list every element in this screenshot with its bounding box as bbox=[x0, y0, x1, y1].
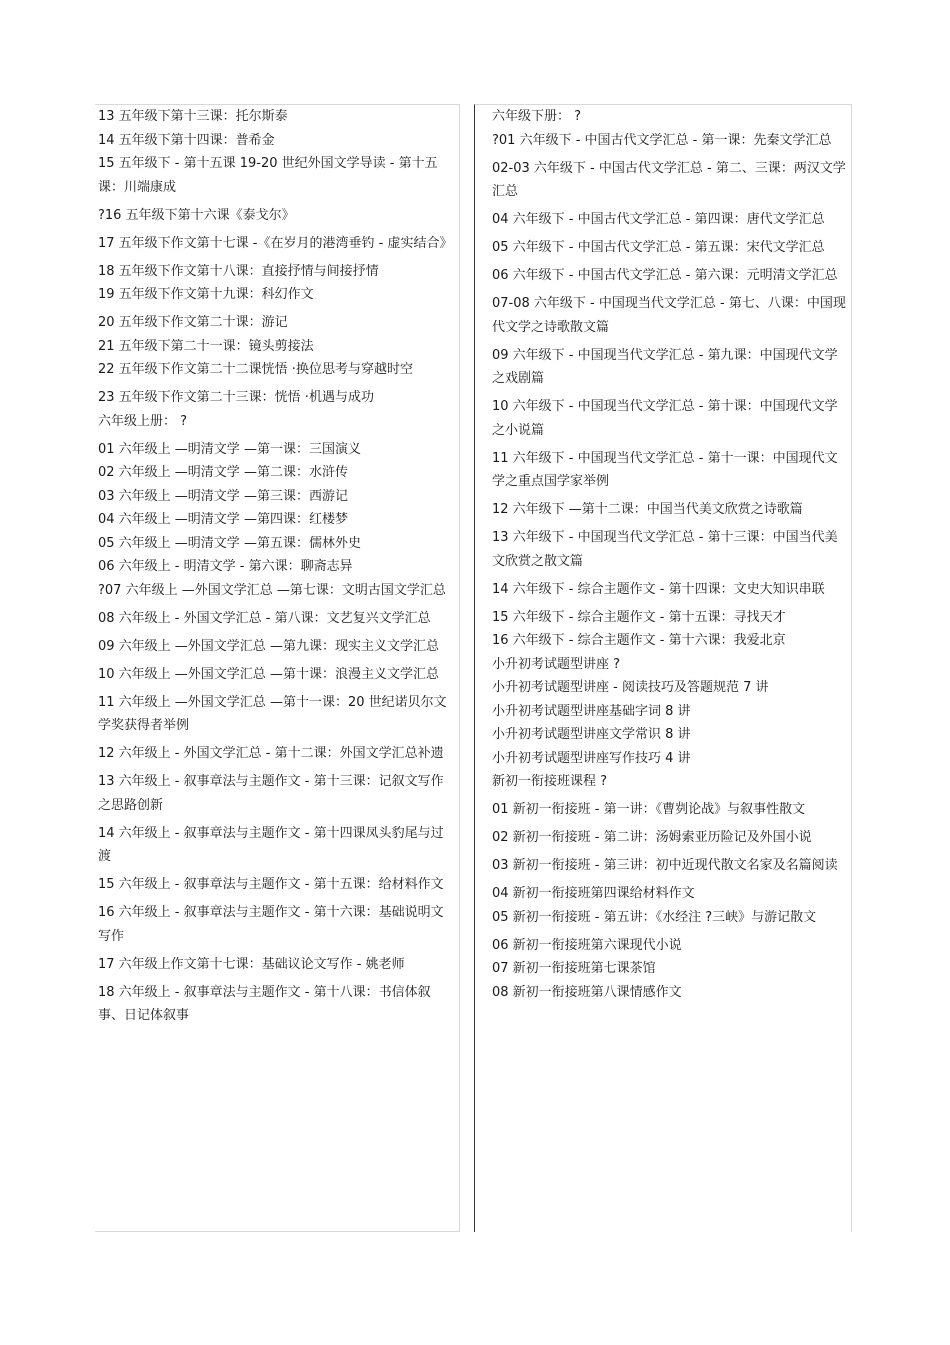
list-item: 17 五年级下作文第十七课 -《在岁月的港湾垂钓 - 虚实结合》 bbox=[98, 235, 453, 251]
list-item: 08 新初一衔接班第八课情感作文 bbox=[492, 984, 682, 1000]
list-item: 小升初考试题型讲座 - 阅读技巧及答题规范 7 讲 bbox=[492, 680, 769, 695]
list-item: 02 新初一衔接班 - 第二讲：汤姆索亚历险记及外国小说 bbox=[492, 830, 812, 845]
section-heading: 小升初考试题型讲座 ? bbox=[492, 656, 621, 672]
list-item: 23 五年级下作文第二十三课：恍悟 ·机遇与成功 bbox=[98, 390, 374, 405]
list-item: 10 六年级上 —外国文学汇总 —第十课：浪漫主义文学汇总 bbox=[98, 666, 439, 682]
list-item: 15 六年级上 - 叙事章法与主题作文 - 第十五课：给材料作文 bbox=[98, 877, 444, 892]
list-item: 18 五年级下作文第十八课：直接抒情与间接抒情 bbox=[98, 263, 379, 279]
list-item: 13 六年级上 - 叙事章法与主题作文 - 第十三课：记叙文写作之思路创新 bbox=[98, 774, 444, 813]
list-item: 05 六年级上 —明清文学 —第五课：儒林外史 bbox=[98, 535, 361, 551]
list-item: 16 六年级下 - 综合主题作文 - 第十六课：我爱北京 bbox=[492, 633, 786, 648]
list-item: 11 六年级下 - 中国现当代文学汇总 - 第十一课：中国现代文学之重点国学家举例 bbox=[492, 450, 838, 489]
list-item: 14 六年级下 - 综合主题作文 - 第十四课：文史大知识串联 bbox=[492, 581, 825, 597]
list-item: 01 新初一衔接班 - 第一讲：《曹刿论战》与叙事性散文 bbox=[492, 802, 806, 817]
left-column bbox=[95, 104, 460, 1232]
list-item: 11 六年级上 —外国文学汇总 —第十一课：20 世纪诺贝尔文学奖获得者举例 bbox=[98, 694, 447, 733]
list-item: 15 六年级下 - 综合主题作文 - 第十五课：寻找天才 bbox=[492, 609, 786, 625]
list-item: 06 新初一衔接班第六课现代小说 bbox=[492, 937, 682, 953]
list-item: 09 六年级上 —外国文学汇总 —第九课：现实主义文学汇总 bbox=[98, 638, 439, 654]
section-heading: 六年级上册： ? bbox=[98, 413, 188, 429]
list-item: 05 新初一衔接班 - 第五讲：《水经注 ?三峡》与游记散文 bbox=[492, 909, 817, 925]
list-item: 15 五年级下 - 第十五课 19-20 世纪外国文学导读 - 第十五课：川端康成 bbox=[98, 156, 438, 195]
list-item: 04 六年级上 —明清文学 —第四课：红楼梦 bbox=[98, 512, 348, 527]
list-item: 09 六年级下 - 中国现当代文学汇总 - 第九课：中国现代文学之戏剧篇 bbox=[492, 347, 838, 386]
section-heading: 六年级下册： ? bbox=[492, 109, 582, 124]
list-item: 18 六年级上 - 叙事章法与主题作文 - 第十八课：书信体叙事、日记体叙事 bbox=[98, 984, 431, 1023]
list-item: 小升初考试题型讲座写作技巧 4 讲 bbox=[492, 750, 691, 766]
section-heading: 新初一衔接班课程 ? bbox=[492, 774, 608, 789]
list-item: 12 六年级上 - 外国文学汇总 - 第十二课：外国文学汇总补遗 bbox=[98, 746, 444, 761]
list-item: 16 六年级上 - 叙事章法与主题作文 - 第十六课：基础说明文写作 bbox=[98, 905, 444, 944]
list-item: 02 六年级上 —明清文学 —第二课：水浒传 bbox=[98, 465, 348, 480]
list-item: 07 新初一衔接班第七课茶馆 bbox=[492, 961, 656, 976]
list-item: 20 五年级下作文第二十课：游记 bbox=[98, 315, 288, 330]
list-item: 06 六年级上 - 明清文学 - 第六课：聊斋志异 bbox=[98, 559, 353, 574]
list-item: 12 六年级下 —第十二课：中国当代美文欣赏之诗歌篇 bbox=[492, 502, 803, 517]
list-item: 13 五年级下第十三课：托尔斯泰 bbox=[98, 109, 288, 124]
list-item: 14 六年级上 - 叙事章法与主题作文 - 第十四课凤头豹尾与过渡 bbox=[98, 825, 444, 864]
right-column bbox=[474, 104, 852, 1232]
list-item: 小升初考试题型讲座基础字词 8 讲 bbox=[492, 703, 691, 719]
list-item: 01 六年级上 —明清文学 —第一课：三国演义 bbox=[98, 441, 361, 457]
list-item: 13 六年级下 - 中国现当代文学汇总 - 第十三课：中国当代美文欣赏之散文篇 bbox=[492, 530, 838, 569]
list-item: 07-08 六年级下 - 中国现当代文学汇总 - 第七、八课：中国现代文学之诗歌散文篇 bbox=[492, 296, 846, 335]
list-item: ?07 六年级上 —外国文学汇总 —第七课：文明古国文学汇总 bbox=[98, 582, 446, 598]
list-item: ?01 六年级下 - 中国古代文学汇总 - 第一课：先秦文学汇总 bbox=[492, 132, 832, 148]
list-item: ?16 五年级下第十六课《泰戈尔》 bbox=[98, 207, 295, 223]
list-item: 02-03 六年级下 - 中国古代文学汇总 - 第二、三课：两汉文学汇总 bbox=[492, 160, 846, 199]
list-item: 22 五年级下作文第二十二课恍悟 ·换位思考与穿越时空 bbox=[98, 362, 413, 377]
list-item: 17 六年级上作文第十七课：基础议论文写作 - 姚老师 bbox=[98, 956, 405, 972]
list-item: 10 六年级下 - 中国现当代文学汇总 - 第十课：中国现代文学之小说篇 bbox=[492, 399, 838, 438]
list-item: 03 六年级上 —明清文学 —第三课：西游记 bbox=[98, 488, 348, 504]
list-item: 03 新初一衔接班 - 第三讲：初中近现代散文名家及名篇阅读 bbox=[492, 858, 838, 873]
list-item: 08 六年级上 - 外国文学汇总 - 第八课：文艺复兴文学汇总 bbox=[98, 610, 431, 626]
list-item: 05 六年级下 - 中国古代文学汇总 - 第五课：宋代文学汇总 bbox=[492, 240, 825, 255]
list-item: 小升初考试题型讲座文学常识 8 讲 bbox=[492, 727, 691, 742]
list-item: 04 新初一衔接班第四课给材料作文 bbox=[492, 886, 695, 901]
list-item: 14 五年级下第十四课：普希金 bbox=[98, 132, 275, 148]
list-item: 19 五年级下作文第十九课：科幻作文 bbox=[98, 287, 314, 302]
list-item: 06 六年级下 - 中国古代文学汇总 - 第六课：元明清文学汇总 bbox=[492, 268, 838, 283]
list-item: 04 六年级下 - 中国古代文学汇总 - 第四课：唐代文学汇总 bbox=[492, 212, 825, 227]
list-item: 21 五年级下第二十一课：镜头剪接法 bbox=[98, 338, 314, 354]
